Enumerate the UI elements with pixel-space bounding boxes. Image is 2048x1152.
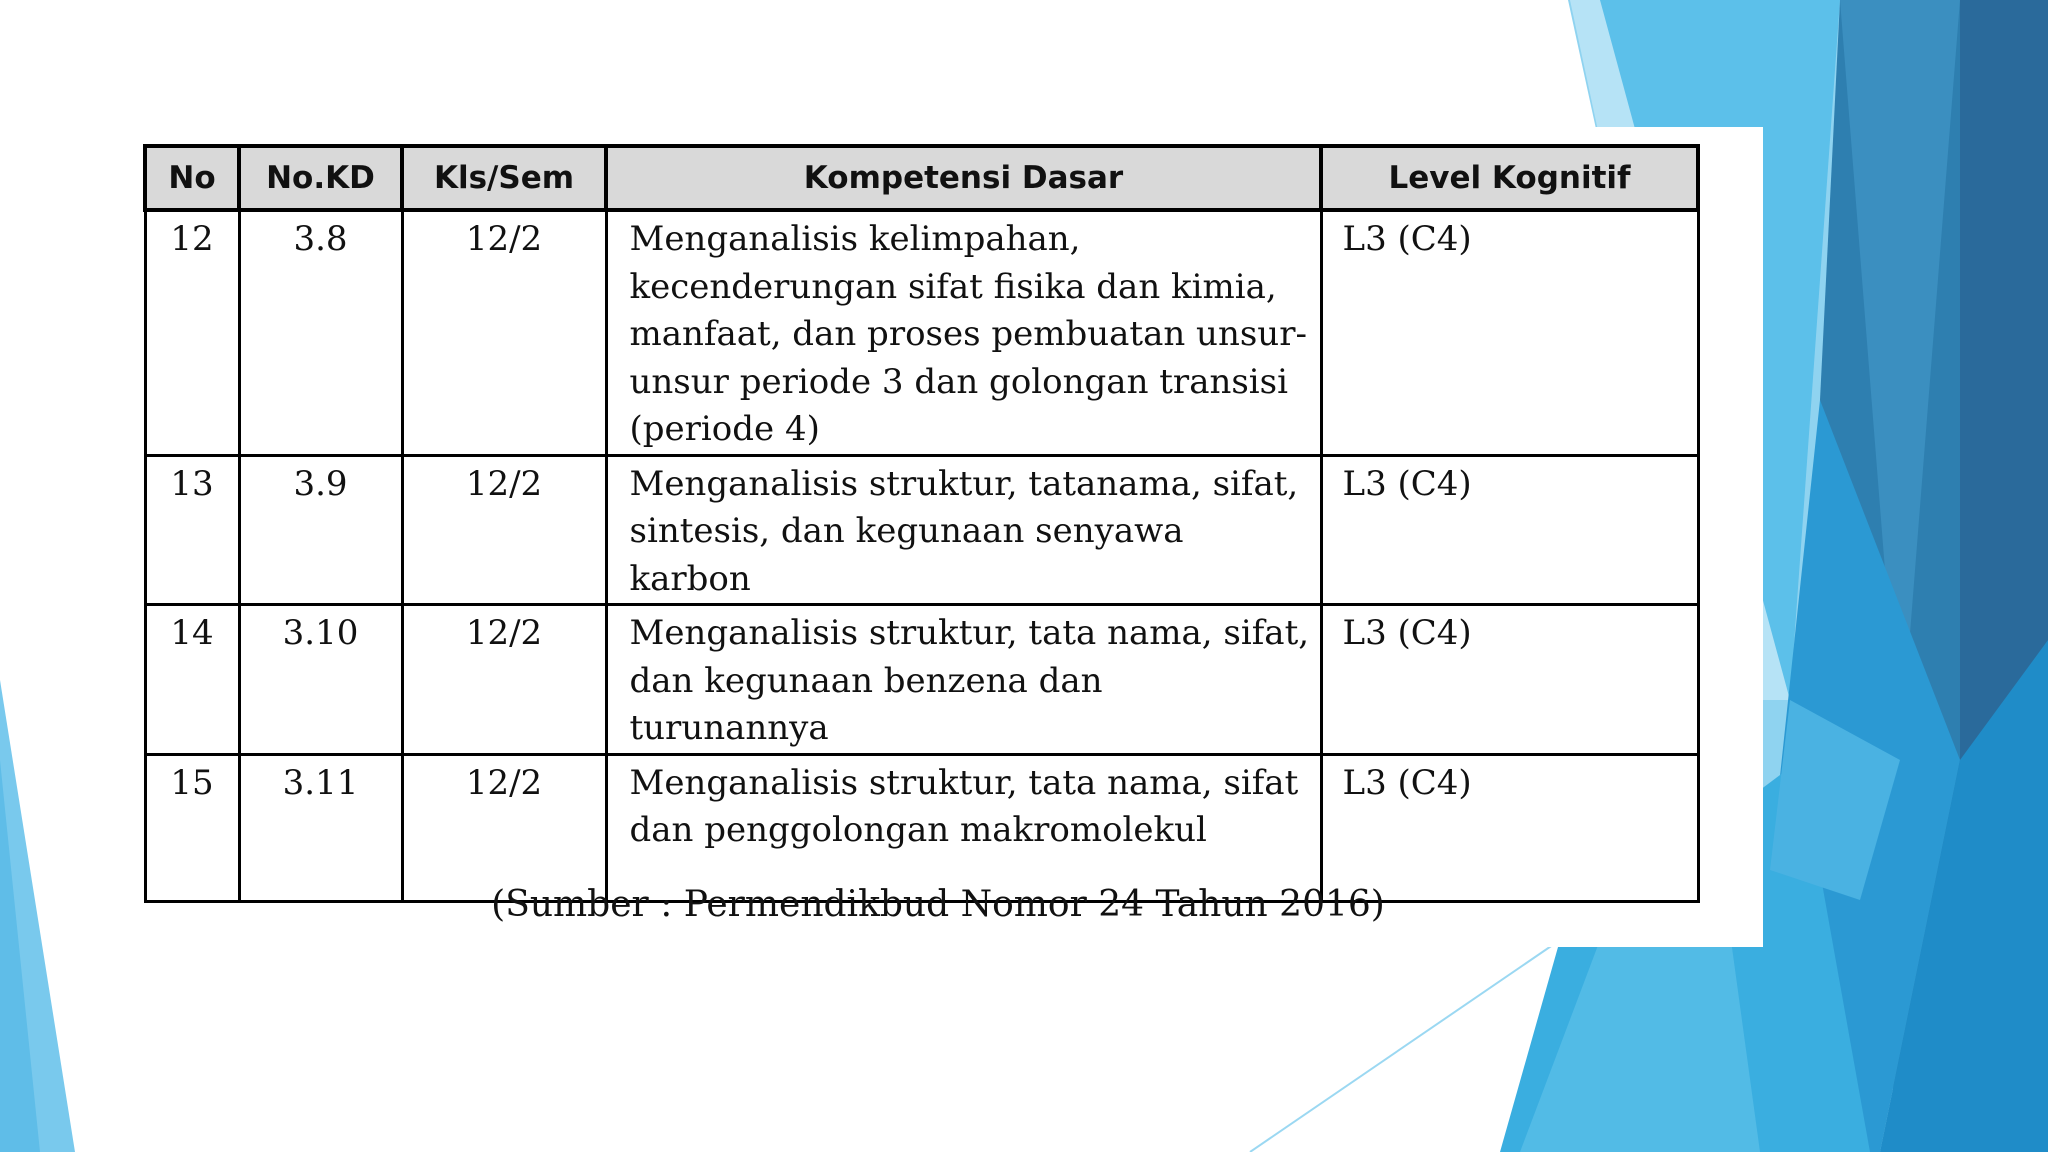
header-kompetensi-dasar: Kompetensi Dasar [606,146,1321,210]
cell-level: L3 (C4) [1321,605,1698,755]
cell-kompetensi: Menganalisis struktur, tata nama, sifat dan penggolongan makromolekul [606,754,1321,901]
table-panel-extension [1690,203,1763,947]
table-header-row [145,146,1698,210]
cell-kls-sem: 12/2 [402,605,606,755]
cell-kd: 3.11 [239,754,402,901]
header-no-kd: No.KD [239,146,402,210]
header-no: No [145,146,239,210]
cell-kd: 3.10 [239,605,402,755]
cell-no: 13 [145,455,239,605]
source-caption: (Sumber : Permendikbud Nomor 24 Tahun 2016) [491,884,1385,925]
competency-table [143,144,1700,903]
header-kls-sem: Kls/Sem [402,146,606,210]
cell-level: L3 (C4) [1321,455,1698,605]
cell-kd: 3.8 [239,210,402,455]
table-row [145,210,1698,455]
table-row [145,455,1698,605]
cell-no: 14 [145,605,239,755]
cell-kls-sem: 12/2 [402,455,606,605]
cell-kompetensi: Menganalisis struktur, tata nama, sifat, dan kegunaan benzena dan turunannya [606,605,1321,755]
cell-kls-sem: 12/2 [402,754,606,901]
cell-no: 12 [145,210,239,455]
cell-kompetensi: Menganalisis struktur, tatanama, sifat, sintesis, dan kegunaan senyawa karbon [606,455,1321,605]
cell-level: L3 (C4) [1321,210,1698,455]
cell-level: L3 (C4) [1321,754,1698,901]
cell-kompetensi: Menganalisis kelimpahan, kecenderungan sifat fisika dan kimia, manfaat, dan proses pembuatan unsur-unsur periode 3 dan golongan transisi (periode 4) [606,210,1321,455]
cell-kls-sem: 12/2 [402,210,606,455]
table-row [145,605,1698,755]
cell-no: 15 [145,754,239,901]
table-row [145,754,1698,901]
cell-kd: 3.9 [239,455,402,605]
header-level-kognitif: Level Kognitif [1321,146,1698,210]
